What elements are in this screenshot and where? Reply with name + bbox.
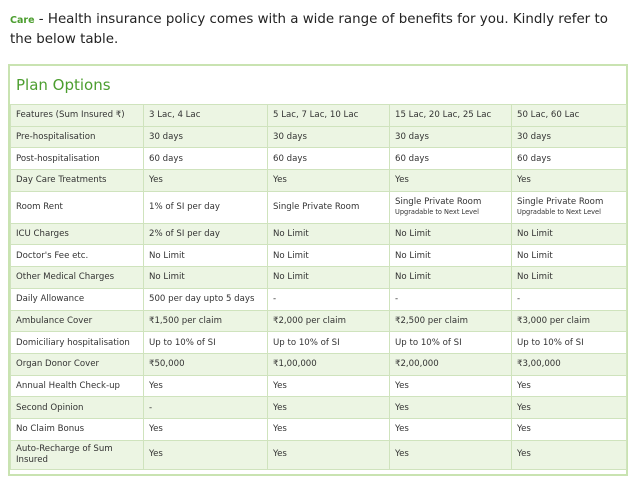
value-cell: Yes: [268, 418, 390, 440]
value-cell: -: [512, 288, 627, 310]
value-cell: Yes: [390, 440, 512, 469]
value-cell: Yes: [390, 397, 512, 419]
value-cell: Up to 10% of SI: [512, 332, 627, 354]
value-cell: Yes: [512, 418, 627, 440]
header-cell: 5 Lac, 7 Lac, 10 Lac: [268, 105, 390, 127]
plan-options-table: [10, 104, 627, 470]
value-cell: ₹3,000 per claim: [512, 310, 627, 332]
feature-cell: Ambulance Cover: [11, 310, 144, 332]
intro-separator: -: [34, 12, 48, 27]
table-row: [11, 170, 627, 192]
value-cell: ₹1,500 per claim: [144, 310, 268, 332]
value-cell: -: [144, 397, 268, 419]
value-cell: No Limit: [390, 223, 512, 245]
feature-cell: Daily Allowance: [11, 288, 144, 310]
value-cell: 60 days: [390, 148, 512, 170]
intro-text: Health insurance policy comes with a wide range of benefits for you. Kindly refer to the below table.: [10, 12, 608, 47]
table-row: [11, 245, 627, 267]
value-cell: No Limit: [144, 245, 268, 267]
feature-cell: Pre-hospitalisation: [11, 126, 144, 148]
table-body: [11, 126, 627, 469]
value-cell: Yes: [512, 397, 627, 419]
value-cell: ₹2,000 per claim: [268, 310, 390, 332]
value-cell: ₹3,00,000: [512, 353, 627, 375]
value-cell: ₹50,000: [144, 353, 268, 375]
header-cell: Features (Sum Insured ₹): [11, 105, 144, 127]
panel-title: Plan Options: [16, 76, 111, 94]
value-note: Upgradable to Next Level: [395, 208, 479, 217]
feature-cell: Annual Health Check-up: [11, 375, 144, 397]
value-cell: [268, 191, 390, 223]
value-cell: 30 days: [512, 126, 627, 148]
table-row: [11, 288, 627, 310]
value-cell: Yes: [512, 375, 627, 397]
feature-cell: Domiciliary hospitalisation: [11, 332, 144, 354]
value-cell: Yes: [268, 397, 390, 419]
table-row: [11, 397, 627, 419]
table-row: [11, 148, 627, 170]
value-text: Single Private Room: [395, 197, 482, 208]
value-cell: 2% of SI per day: [144, 223, 268, 245]
value-cell: ₹1,00,000: [268, 353, 390, 375]
value-text: Single Private Room: [273, 201, 360, 212]
value-cell: No Limit: [512, 245, 627, 267]
feature-cell: Organ Donor Cover: [11, 353, 144, 375]
feature-cell: Auto-Recharge of Sum Insured: [11, 440, 144, 469]
table-row: [11, 267, 627, 289]
value-cell: Yes: [390, 375, 512, 397]
feature-cell: ICU Charges: [11, 223, 144, 245]
feature-cell: Day Care Treatments: [11, 170, 144, 192]
table-row: [11, 332, 627, 354]
value-cell: No Limit: [390, 267, 512, 289]
value-cell: Yes: [144, 375, 268, 397]
value-cell: No Limit: [390, 245, 512, 267]
value-cell: -: [268, 288, 390, 310]
value-cell: Yes: [512, 440, 627, 469]
table-row: [11, 418, 627, 440]
feature-cell: Doctor's Fee etc.: [11, 245, 144, 267]
table-row: [11, 126, 627, 148]
value-cell: 30 days: [268, 126, 390, 148]
value-cell: Yes: [390, 170, 512, 192]
table-row: [11, 191, 627, 223]
value-cell: Yes: [512, 170, 627, 192]
header-cell: 50 Lac, 60 Lac: [512, 105, 627, 127]
feature-cell: Post-hospitalisation: [11, 148, 144, 170]
header-cell: 15 Lac, 20 Lac, 25 Lac: [390, 105, 512, 127]
value-cell: 60 days: [268, 148, 390, 170]
table-row: [11, 353, 627, 375]
value-cell: 60 days: [512, 148, 627, 170]
feature-cell: Second Opinion: [11, 397, 144, 419]
table-row: [11, 375, 627, 397]
feature-cell: Room Rent: [11, 191, 144, 223]
value-cell: Up to 10% of SI: [144, 332, 268, 354]
value-cell: No Limit: [268, 245, 390, 267]
value-cell: [512, 191, 627, 223]
table-row: [11, 223, 627, 245]
value-cell: [390, 191, 512, 223]
value-cell: Yes: [390, 418, 512, 440]
intro-paragraph: [10, 10, 630, 49]
value-cell: No Limit: [268, 267, 390, 289]
value-cell: Yes: [268, 440, 390, 469]
value-cell: No Limit: [512, 223, 627, 245]
value-text: 1% of SI per day: [149, 201, 220, 212]
value-cell: Yes: [144, 440, 268, 469]
feature-cell: No Claim Bonus: [11, 418, 144, 440]
value-cell: No Limit: [512, 267, 627, 289]
value-cell: Yes: [144, 418, 268, 440]
table-header-row: [11, 105, 627, 127]
value-cell: Yes: [268, 170, 390, 192]
table-row: [11, 310, 627, 332]
value-cell: 30 days: [390, 126, 512, 148]
value-text: Single Private Room: [517, 197, 604, 208]
value-note: Upgradable to Next Level: [517, 208, 601, 217]
table-row: [11, 440, 627, 469]
value-cell: -: [390, 288, 512, 310]
value-cell: Up to 10% of SI: [268, 332, 390, 354]
value-cell: Yes: [144, 170, 268, 192]
value-cell: No Limit: [144, 267, 268, 289]
value-cell: 500 per day upto 5 days: [144, 288, 268, 310]
value-cell: Yes: [268, 375, 390, 397]
value-cell: No Limit: [268, 223, 390, 245]
value-cell: ₹2,500 per claim: [390, 310, 512, 332]
feature-cell: Other Medical Charges: [11, 267, 144, 289]
value-cell: 60 days: [144, 148, 268, 170]
value-cell: Up to 10% of SI: [390, 332, 512, 354]
brand-name: Care: [10, 15, 35, 26]
header-cell: 3 Lac, 4 Lac: [144, 105, 268, 127]
value-cell: ₹2,00,000: [390, 353, 512, 375]
value-cell: [144, 191, 268, 223]
value-cell: 30 days: [144, 126, 268, 148]
